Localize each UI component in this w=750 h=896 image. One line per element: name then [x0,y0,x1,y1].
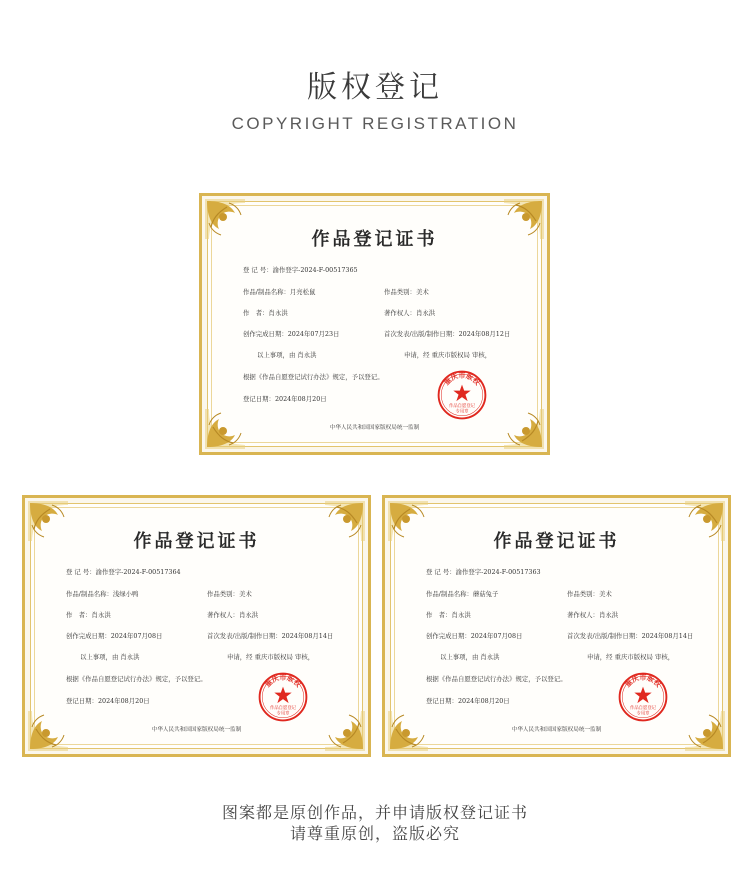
copyright-owner: 著作权人：肖永洪 [384,309,436,317]
svg-text:专用章: 专用章 [276,711,290,717]
seal-top-text: 重庆市版权 [442,370,482,387]
svg-text:重庆市版权 [623,673,663,689]
registration-date: 登记日期：2024年08月20日 [426,697,510,705]
certificate-heading: 作品登记证书 [133,531,260,552]
registration-basis: 根据《作品自愿登记试行办法》规定，予以登记。 [426,675,567,683]
issuer-note: 中华人民共和国国家版权局统一监制 [329,425,420,431]
registration-number: 登 记 号：渝作登字-2024-F-00517364 [66,568,181,576]
svg-text:重庆市版权 [263,673,303,689]
registration-number: 登 记 号：渝作登字-2024-F-00517363 [426,568,541,576]
completion-date: 创作完成日期：2024年07月23日 [243,330,340,338]
author: 作 者：肖永洪 [66,611,111,619]
work-category: 作品类别：美术 [207,590,252,598]
applicant-line: 以上事项，由 肖永洪 [257,351,317,359]
certificate-heading: 作品登记证书 [311,229,438,250]
footer-note-line-2: 请尊重原创，盗版必究 [289,824,460,843]
work-category: 作品类别：美术 [384,288,429,296]
issuer-note: 中华人民共和国国家版权局统一监制 [511,727,602,733]
work-name: 作品/制品名称：浅绿小鸭 [66,590,139,598]
completion-date: 创作完成日期：2024年07月08日 [66,632,163,640]
work-category: 作品类别：美术 [567,590,612,598]
seal-top-text: 重庆市版权 [623,672,663,689]
author: 作 者：肖永洪 [243,309,288,317]
issuer-note: 中华人民共和国国家版权局统一监制 [151,727,242,733]
publication-date: 首次发表/出版/制作日期：2024年08月14日 [567,632,694,640]
registration-basis: 根据《作品自愿登记试行办法》规定，予以登记。 [66,675,207,683]
registration-date: 登记日期：2024年08月20日 [66,697,150,705]
certificate-card [199,193,550,455]
applicant-line: 以上事项，由 肖永洪 [80,653,140,661]
svg-text:专用章: 专用章 [455,409,469,415]
seal-top-text: 重庆市版权 [263,672,303,689]
registration-date: 登记日期：2024年08月20日 [243,395,327,403]
work-name: 作品/制品名称：月亮松鼠 [243,288,316,296]
copyright-owner: 著作权人：肖永洪 [567,611,619,619]
author: 作 者：肖永洪 [426,611,471,619]
completion-date: 创作完成日期：2024年07月08日 [426,632,523,640]
page-subtitle: COPYRIGHT REGISTRATION [231,114,519,133]
svg-text:作品自愿登记: 作品自愿登记 [449,404,475,410]
red-seal-stamp [436,369,488,421]
svg-text:作品自愿登记: 作品自愿登记 [270,706,296,712]
registration-number: 登 记 号：渝作登字-2024-F-00517365 [243,266,358,274]
svg-text:专用章: 专用章 [636,711,650,717]
footer-note-line-1: 图案都是原创作品，并申请版权登记证书 [221,803,528,822]
registration-basis: 根据《作品自愿登记试行办法》规定，予以登记。 [243,373,384,381]
certificate-card [382,495,731,757]
review-line: 申请，经 重庆市版权局 审核， [404,351,492,359]
applicant-line: 以上事项，由 肖永洪 [440,653,500,661]
publication-date: 首次发表/出版/制作日期：2024年08月14日 [207,632,334,640]
svg-text:重庆市版权 [442,371,482,387]
review-line: 申请，经 重庆市版权局 审核， [227,653,315,661]
certificate-card [22,495,371,757]
red-seal-stamp [617,671,669,723]
svg-text:作品自愿登记: 作品自愿登记 [630,706,656,712]
page-title: 版权登记 [307,70,443,105]
publication-date: 首次发表/出版/制作日期：2024年08月12日 [384,330,511,338]
work-name: 作品/制品名称：蘑菇兔子 [426,590,499,598]
review-line: 申请，经 重庆市版权局 审核， [587,653,675,661]
red-seal-stamp [257,671,309,723]
copyright-owner: 著作权人：肖永洪 [207,611,259,619]
certificate-heading: 作品登记证书 [493,531,620,552]
